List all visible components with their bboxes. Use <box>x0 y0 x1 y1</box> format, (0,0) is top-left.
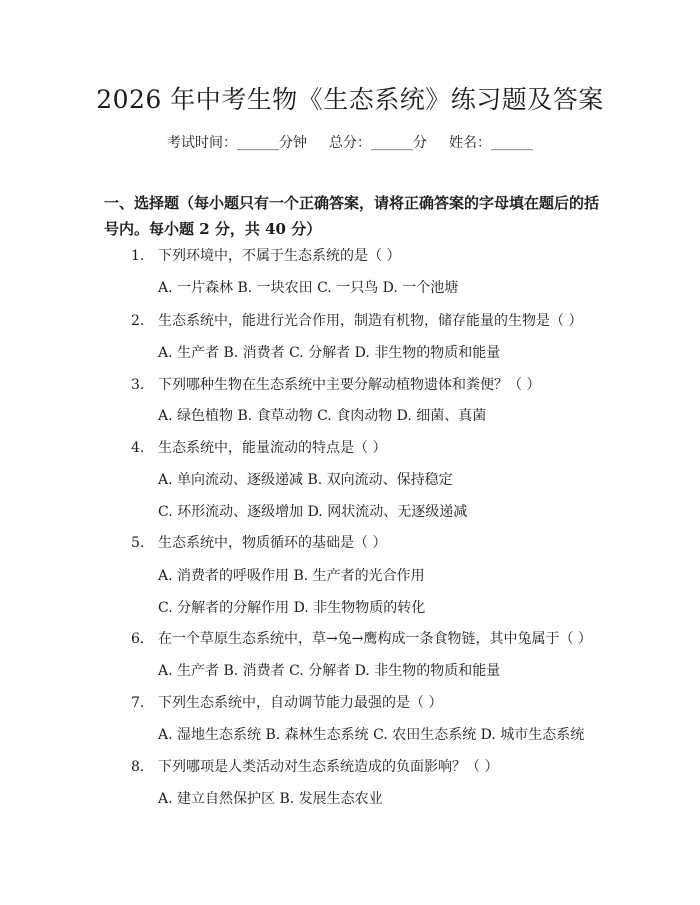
document-title: 2026 年中考生物《生态系统》练习题及答案 <box>96 85 604 114</box>
exam-time: 考试时间：______分钟 <box>167 135 307 151</box>
question-number: 3. <box>131 377 145 393</box>
question-4 <box>131 437 386 457</box>
question-5-options-line-1: A. 消费者的呼吸作用 B. 生产者的光合作用 <box>158 568 425 584</box>
question-2-options: A. 生产者 B. 消费者 C. 分解者 D. 非生物的物质和能量 <box>158 345 501 361</box>
question-8 <box>131 756 498 776</box>
question-stem: 生态系统中，能进行光合作用，制造有机物，储存能量的生物是（ ） <box>158 313 583 329</box>
section-heading: 一、选择题（每小题只有一个正确答案，请将正确答案的字母填在题后的括号内。每小题 2 分，共 40 分） <box>104 194 600 238</box>
question-stem: 生态系统中，能量流动的特点是（ ） <box>158 440 387 456</box>
question-1 <box>131 245 400 265</box>
question-number: 7. <box>131 695 145 711</box>
question-7-options: A. 湿地生态系统 B. 森林生态系统 C. 农田生态系统 D. 城市生态系统 <box>158 727 585 743</box>
question-8-options: A. 建立自然保护区 B. 发展生态农业 <box>158 791 383 807</box>
question-5-options-line-2: C. 分解者的分解作用 D. 非生物物质的转化 <box>158 600 426 616</box>
question-stem: 下列环境中，不属于生态系统的是（ ） <box>158 248 401 264</box>
question-4-options-line-2: C. 环形流动、逐级增加 D. 网状流动、无逐级递减 <box>158 504 468 520</box>
question-number: 4. <box>131 440 145 456</box>
question-stem: 下列哪种生物在生态系统中主要分解动植物遗体和粪便？（ ） <box>158 377 541 393</box>
exam-name: 姓名：______ <box>449 135 533 151</box>
question-number: 5. <box>131 535 145 551</box>
question-3 <box>131 374 540 394</box>
question-7 <box>131 692 442 712</box>
question-1-options: A. 一片森林 B. 一块农田 C. 一只鸟 D. 一个池塘 <box>158 280 459 296</box>
question-stem: 在一个草原生态系统中，草→兔→鹰构成一条食物链，其中兔属于（ ） <box>158 631 592 647</box>
question-number: 1. <box>131 248 145 264</box>
exam-info <box>0 132 700 152</box>
question-2 <box>131 310 582 330</box>
question-5 <box>131 532 386 552</box>
question-stem: 下列生态系统中，自动调节能力最强的是（ ） <box>158 695 443 711</box>
question-4-options-line-1: A. 单向流动、逐级递减 B. 双向流动、保持稳定 <box>158 472 453 488</box>
question-6-options: A. 生产者 B. 消费者 C. 分解者 D. 非生物的物质和能量 <box>158 663 501 679</box>
question-number: 8. <box>131 759 145 775</box>
exam-total-score: 总分：______分 <box>329 135 427 151</box>
question-stem: 生态系统中，物质循环的基础是（ ） <box>158 535 387 551</box>
question-number: 2. <box>131 313 145 329</box>
question-number: 6. <box>131 631 145 647</box>
question-3-options: A. 绿色植物 B. 食草动物 C. 食肉动物 D. 细菌、真菌 <box>158 408 487 424</box>
question-stem: 下列哪项是人类活动对生态系统造成的负面影响？（ ） <box>158 759 499 775</box>
question-6 <box>131 628 592 648</box>
